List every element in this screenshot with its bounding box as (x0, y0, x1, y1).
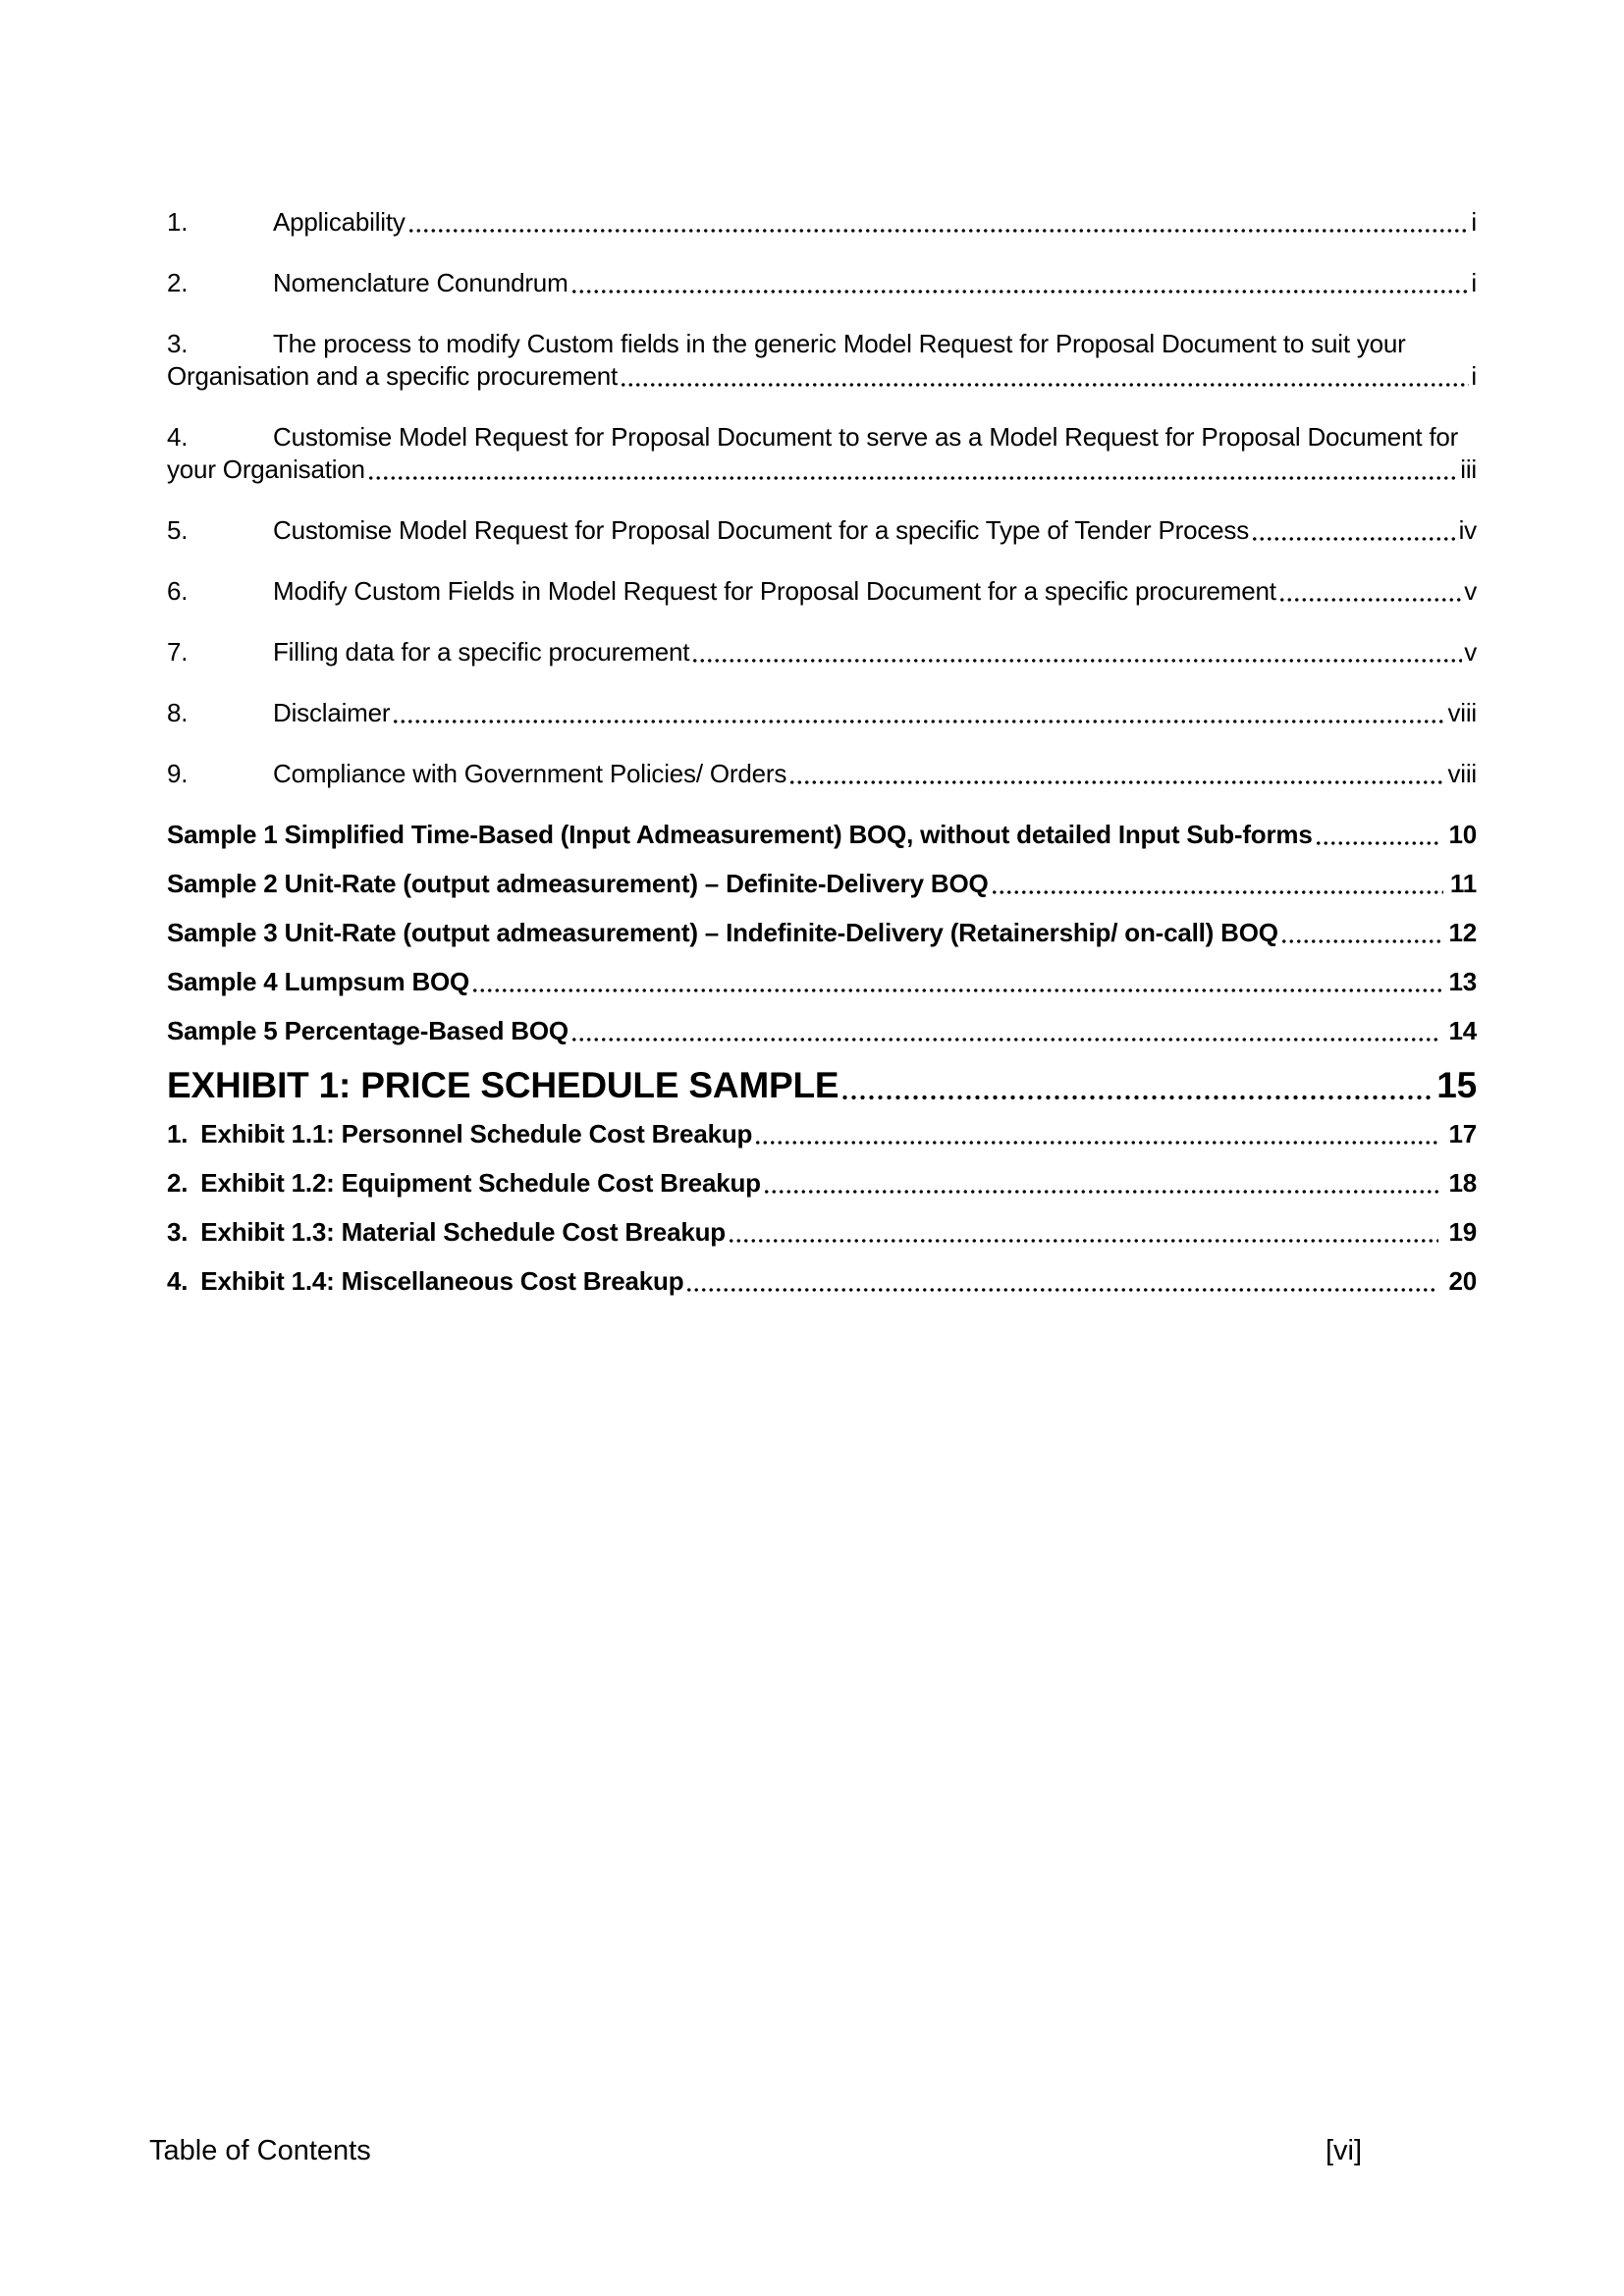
toc-entry-row[interactable] (167, 514, 1477, 547)
toc-page-number: v (1464, 576, 1477, 606)
toc-entry-text: your Organisation (167, 454, 365, 484)
toc-page-number: 13 (1448, 967, 1477, 996)
toc-entry-text: EXHIBIT 1: PRICE SCHEDULE SAMPLE (167, 1065, 839, 1105)
toc-entry-text: Sample 2 Unit-Rate (output admeasurement) – Definite-Delivery BOQ (167, 869, 989, 898)
toc-entry-number: 6. (167, 576, 189, 606)
footer-section-label: Table of Contents (149, 2135, 371, 2166)
toc-page-number: v (1464, 637, 1477, 667)
toc-dot-leader (392, 697, 1445, 729)
toc-page-number: 18 (1448, 1168, 1477, 1198)
toc-entry-text: Applicability (273, 207, 406, 237)
toc-page-number: 12 (1448, 918, 1477, 947)
toc-sample-row[interactable] (167, 966, 1477, 998)
toc-entry-text: The process to modify Custom fields in the generic Model Request for Proposal Document to suit your (273, 329, 1406, 358)
toc-entry-text: Exhibit 1.3: Material Schedule Cost Breakup (200, 1217, 726, 1247)
toc-entry-number: 4. (167, 422, 189, 452)
toc-page-number: 15 (1436, 1065, 1477, 1105)
toc-dot-leader (1315, 819, 1442, 851)
toc-entry-number: 1. (167, 207, 189, 237)
toc-sample-row[interactable] (167, 819, 1477, 851)
toc-entry-text: Disclaimer (273, 698, 391, 727)
toc-entry-row[interactable] (167, 575, 1477, 608)
table-of-contents (167, 206, 1477, 1314)
toc-page-number: 14 (1448, 1016, 1477, 1045)
toc-page-number: i (1471, 207, 1477, 237)
toc-entry-text: Modify Custom Fields in Model Request for Proposal Document for a specific procurement (273, 576, 1276, 606)
toc-entry-continuation-row[interactable] (167, 360, 1477, 393)
toc-entry-number: 3. (167, 1217, 189, 1247)
toc-page-number: viii (1447, 759, 1477, 788)
toc-entry-number: 1. (167, 1119, 189, 1148)
toc-dot-leader (471, 966, 1441, 998)
toc-dot-leader (788, 758, 1445, 790)
toc-dot-leader (728, 1216, 1439, 1249)
toc-dot-leader (620, 360, 1469, 393)
toc-entry-text: Customise Model Request for Proposal Document for a specific Type of Tender Process (273, 515, 1250, 545)
toc-dot-leader (763, 1167, 1439, 1200)
toc-dot-leader (570, 1015, 1442, 1047)
toc-dot-leader (1278, 575, 1462, 608)
toc-sample-row[interactable] (167, 868, 1477, 900)
toc-entry-text: Exhibit 1.1: Personnel Schedule Cost Breakup (200, 1119, 753, 1148)
toc-entry-text: Sample 4 Lumpsum BOQ (167, 967, 470, 996)
toc-entry-text: Exhibit 1.4: Miscellaneous Cost Breakup (200, 1266, 684, 1296)
footer-page-number: [vi] (1326, 2135, 1363, 2166)
toc-page-number: iv (1458, 515, 1477, 545)
toc-entry-number: 4. (167, 1266, 189, 1296)
toc-entry-text: Sample 5 Percentage-Based BOQ (167, 1016, 568, 1045)
toc-page-number: iii (1460, 454, 1477, 484)
toc-dot-leader (991, 868, 1443, 900)
toc-exhibit-row[interactable] (167, 1216, 1477, 1249)
toc-dot-leader (367, 454, 1458, 486)
toc-page-number: viii (1447, 698, 1477, 727)
toc-entry-number: 9. (167, 759, 189, 788)
toc-entry-text: Organisation and a specific procurement (167, 361, 619, 391)
toc-entry-row[interactable] (167, 758, 1477, 790)
toc-page-number: 20 (1448, 1266, 1477, 1296)
toc-entry-number: 8. (167, 698, 189, 727)
toc-entry-text: Exhibit 1.2: Equipment Schedule Cost Breakup (200, 1168, 761, 1198)
toc-exhibit-row[interactable] (167, 1265, 1477, 1298)
toc-page-number: 19 (1448, 1217, 1477, 1247)
toc-sample-row[interactable] (167, 917, 1477, 949)
toc-entry-row[interactable] (167, 421, 1477, 454)
toc-entry-row[interactable] (167, 636, 1477, 668)
toc-entry-number: 7. (167, 637, 189, 667)
toc-page-number: i (1471, 268, 1477, 297)
toc-dot-leader (1280, 917, 1442, 949)
toc-dot-leader (840, 1064, 1435, 1107)
toc-dot-leader (685, 1265, 1438, 1298)
toc-dot-leader (691, 636, 1462, 668)
toc-entry-text: Nomenclature Conundrum (273, 268, 568, 297)
toc-entry-number: 5. (167, 515, 189, 545)
toc-entry-continuation-row[interactable] (167, 454, 1477, 486)
toc-entry-row[interactable] (167, 328, 1477, 360)
toc-page-number: 10 (1448, 820, 1477, 849)
toc-entry-text: Sample 1 Simplified Time-Based (Input Admeasurement) BOQ, without detailed Input Sub-forms (167, 820, 1313, 849)
toc-entry-row[interactable] (167, 697, 1477, 729)
toc-dot-leader (754, 1118, 1438, 1150)
toc-entry-text: Customise Model Request for Proposal Document to serve as a Model Request for Proposal Document for (273, 422, 1459, 452)
toc-entry-text: Compliance with Government Policies/ Orders (273, 759, 787, 788)
toc-dot-leader (407, 206, 1470, 239)
toc-entry-row[interactable] (167, 267, 1477, 299)
toc-exhibit-row[interactable] (167, 1118, 1477, 1150)
toc-dot-leader (570, 267, 1470, 299)
toc-sample-row[interactable] (167, 1015, 1477, 1047)
toc-page-number: 11 (1449, 869, 1477, 898)
toc-exhibit-row[interactable] (167, 1167, 1477, 1200)
toc-entry-number: 2. (167, 1168, 189, 1198)
toc-page-number: i (1471, 361, 1477, 391)
toc-dot-leader (1251, 514, 1457, 547)
toc-entry-number: 3. (167, 329, 189, 358)
toc-exhibit-heading-row[interactable] (167, 1064, 1477, 1107)
toc-page-number: 17 (1448, 1119, 1477, 1148)
toc-entry-text: Filling data for a specific procurement (273, 637, 690, 667)
toc-entry-row[interactable] (167, 206, 1477, 239)
toc-entry-text: Sample 3 Unit-Rate (output admeasurement) – Indefinite-Delivery (Retainership/ on-call) BOQ (167, 918, 1278, 947)
toc-entry-number: 2. (167, 268, 189, 297)
